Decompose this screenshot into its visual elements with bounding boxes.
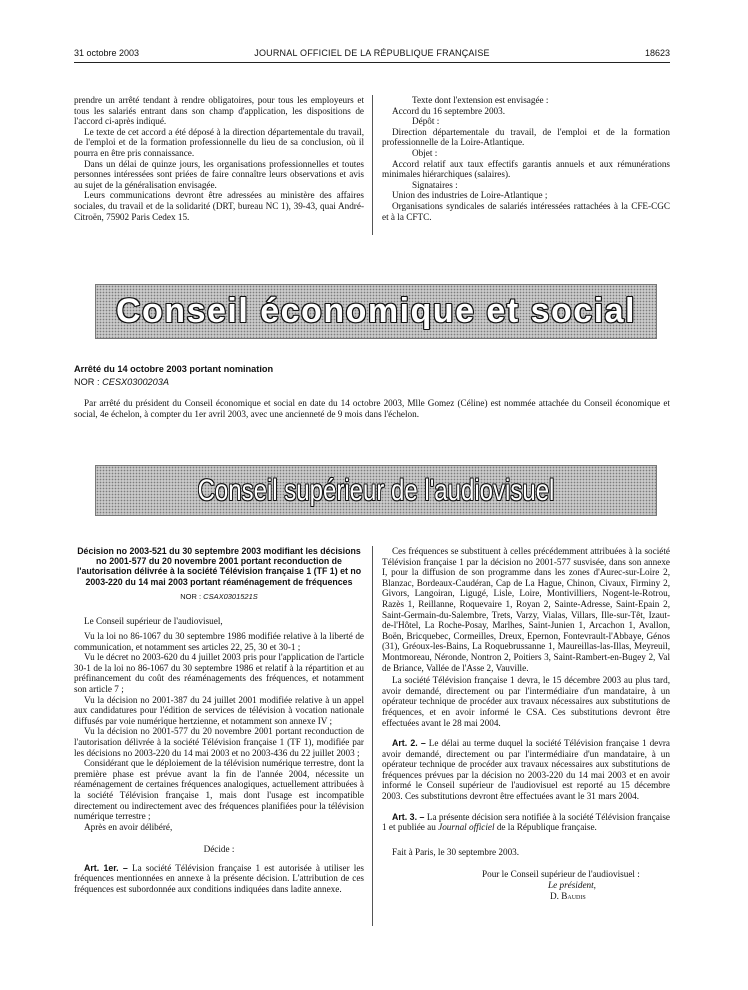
paragraph: Accord du 16 septembre 2003. [392,105,506,116]
article-text: La société Télévision française 1 est autorisée à utiliser les fréquences mentionnées en annexe à la présente décision. L'attribution de ces fréquences est subordonnée aux conditions indiquées dans ladite annexe. [74,862,364,895]
paragraph: Dans un délai de quinze jours, les organisations professionnelles et toutes personnes intéressées sont priées de faire connaître leurs observations et avis au sujet de la généralisation envisagée. [74,158,364,190]
paragraph: Vu la décision no 2001-387 du 24 juillet 2001 modifiée relative à un appel aux candidatures pour l'édition de services de télévision à vocation nationale diffusés par voie numérique hertzienne, et notamment son annexe IV ; [74,694,364,726]
article-text: Le délai au terme duquel la société Télévision française 1 devra avoir demandé, directement ou par l'intermédiaire d'un mandataire, à un opérateur technique de procéder aux travaux nécessaires aux substitutions de fréquences prévues par la décision no 2003-220 du 14 mai 2003 et en avoir informé le Conseil supérieur de l'audiovisuel est reporté au 15 décembre 2003. Ces substitutions devront être effectuées avant le 31 mars 2004. [382,738,670,802]
paragraph: Accord relatif aux taux effectifs garantis annuels et aux rémunérations minimales hiérarchiques (salaires). [382,158,670,180]
paragraph: Leurs communications devront être adressées au ministère des affaires sociales, du travail et de la solidarité (DRT, bureau NC 1), 39-43, quai André-Citroën, 75902 Paris Cedex 15. [74,190,364,222]
section-title: Conseil supérieur de l'audiovisuel [197,473,555,507]
paragraph: Texte dont l'extension est envisagée : [412,95,549,105]
decision-title: Décision no 2003-521 du 30 septembre 2003 modifiant les décisions no 2001-577 du 20 novembre 2001 portant reconduction de l'autorisation délivrée à la société Télévision française 1 (TF 1) et no 2003-220 du 14 mai 2003 portant réaménagement de fréquences [76,546,362,587]
paragraph: Organisations syndicales de salariés intéressées rattachées à la CFE-CGC et à la CFTC. [382,200,670,222]
signature-line: Pour le Conseil supérieur de l'audiovisuel : [482,869,640,880]
signature-role: Le président, [548,880,596,891]
paragraph: Union des industries de Loire-Atlantique ; [392,190,548,201]
csa-left-column [74,546,364,895]
journal-name: Journal officiel [438,822,495,833]
section-title: Conseil économique et social [115,292,636,330]
csa-right-column [382,546,670,901]
paragraph: Ces fréquences se substituent à celles précédemment attribuées à la société Télévision française 1 par la décision no 2001-577 susvisée, dans son annexe I, pour la diffusion de son programme dans les zones d'Aurec-sur-Loire 2, Blanzac, Bordeaux-Caudéran, Cap de La Hague, Chinon, Civaux, Firminy 2, Givors, Langoiran, Ligugé, Lisle, Loire, Montivilliers, Nogent-le-Rotrou, Razès 1, Reillanne, Roquevaire 1, Royan 2, Sainte-Adresse, Saint-Epain 2, Saint-Germain-du-Salembre, Trets, Varzy, Vialas, Villars, Ille-sur-Têt, Izaut-de-l'Hôtel, La Roche-Posay, Marlhes, Saint-Junien 1, Arcachon 1, Avallon, Boën, Bricquebec, Cormeilles, Dreux, Epernon, Fontevrault-l'Abbaye, Génos (31), Gréoux-les-Bains, La Roquebrussanne 1, Maureillas-las-Illas, Meyreuil, Montmoreau, Néronde, Nontron 2, Poitiers 3, Saint-Rambert-en-Bugey 2, Val de Briance, Vallée de l'Asse 2, Vauville. [382,546,670,673]
paragraph: Vu la décision no 2001-577 du 20 novembre 2001 portant reconduction de l'autorisation délivrée à la société Télévision française 1 (TF 1), modifiée par les décisions no 2003-220 du 14 mai 2003 et no 2003-436 du 22 juillet 2003 ; [74,726,364,758]
paragraph: Vu la loi no 86-1067 du 30 septembre 1986 modifiée relative à la liberté de communication, et notamment ses articles 22, 25, 30 et 30-1 ; [74,631,364,652]
paragraph: Décide : [203,844,235,855]
nor-reference [74,592,364,603]
paragraph: La société Télévision française 1 devra, le 15 décembre 2003 au plus tard, avoir demandé, directement ou par l'intermédiaire d'un mandataire, à un opérateur technique de procéder aux travaux nécessaires aux substitutions de fréquences, et en avoir informé le CSA. Ces substitutions devront être effectuées avant le 28 mai 2004. [382,675,670,728]
paragraph: Objet : [412,147,438,158]
nor-code: CSAX0301521S [203,591,258,601]
article-label: Art. 1er. – [84,862,128,873]
header-rule [74,62,670,63]
article-label: Art. 3. – [392,811,425,822]
nor-code: CESX0300203A [102,377,170,387]
section-banner-csa [95,465,657,516]
nor-label: NOR : [180,591,202,601]
paragraph: prendre un arrêté tendant à rendre obligatoires, pour tous les employeurs et tous les salariés entrant dans son champ d'application, les dispositions de l'accord ci-après indiqué. [74,95,364,127]
signature-place-date: Fait à Paris, le 30 septembre 2003. [392,846,520,857]
column-divider [372,95,373,235]
paragraph: Dépôt : [412,116,440,127]
decree-title: Arrêté du 14 octobre 2003 portant nomination [74,364,274,374]
article-3 [382,812,670,833]
header-date: 31 octobre 2003 [74,48,140,58]
paragraph: Le texte de cet accord a été déposé à la direction départementale du travail, de l'emploi et de la formation professionnelle du lieu de sa conclusion, où il pourra en être pris connaissance. [74,126,364,158]
paragraph: Le Conseil supérieur de l'audiovisuel, [84,616,223,627]
article-1 [74,863,364,895]
decree-body: Par arrêté du président du Conseil économique et social en date du 14 octobre 2003, Mlle Gomez (Céline) est nommée attachée du Conseil économique et social, 4e échelon, à compter du 1er avril 2003, avec une ancienneté de 9 mois dans l'échelon. [74,398,670,419]
paragraph: Vu le décret no 2003-620 du 4 juillet 2003 pris pour l'application de l'article 30-1 de la loi no 86-1067 du 30 septembre 1986 et relatif à la répartition et au préfinancement du coût des réaménagements des fréquences, et notamment son article 7 ; [74,652,364,694]
section-banner-ces [95,284,657,339]
article-text: La présente décision sera notifiée à la société Télévision française 1 et publiée au [382,811,670,833]
header-journal-title: JOURNAL OFFICIEL DE LA RÉPUBLIQUE FRANÇAISE [254,48,490,58]
nor-label: NOR : [74,377,100,387]
article-text: de la République française. [496,822,597,833]
paragraph: Après en avoir délibéré, [84,821,173,832]
paragraph: Direction départementale du travail, de l'emploi et de la formation professionnelle de la Loire-Atlantique. [382,126,670,148]
column-divider [372,546,373,926]
top-left-column [74,95,364,222]
top-right-column [382,95,670,222]
paragraph: Signataires : [412,179,458,190]
signature-name: D. Baudis [550,890,586,901]
article-label: Art. 2. – [392,738,426,749]
article-2 [382,738,670,802]
nor-reference [74,377,670,388]
header-page-number: 18623 [644,48,670,58]
paragraph: Considérant que le déploiement de la télévision numérique terrestre, dont la première phase est prévue avant la fin de l'année 2004, nécessite un réaménagement de certaines fréquences analogiques, actuellement attribuées à la société Télévision française 1, mais dont l'usage est incompatible directement ou indirectement avec des fréquences planifiées pour la télévision numérique terrestre ; [74,758,364,822]
